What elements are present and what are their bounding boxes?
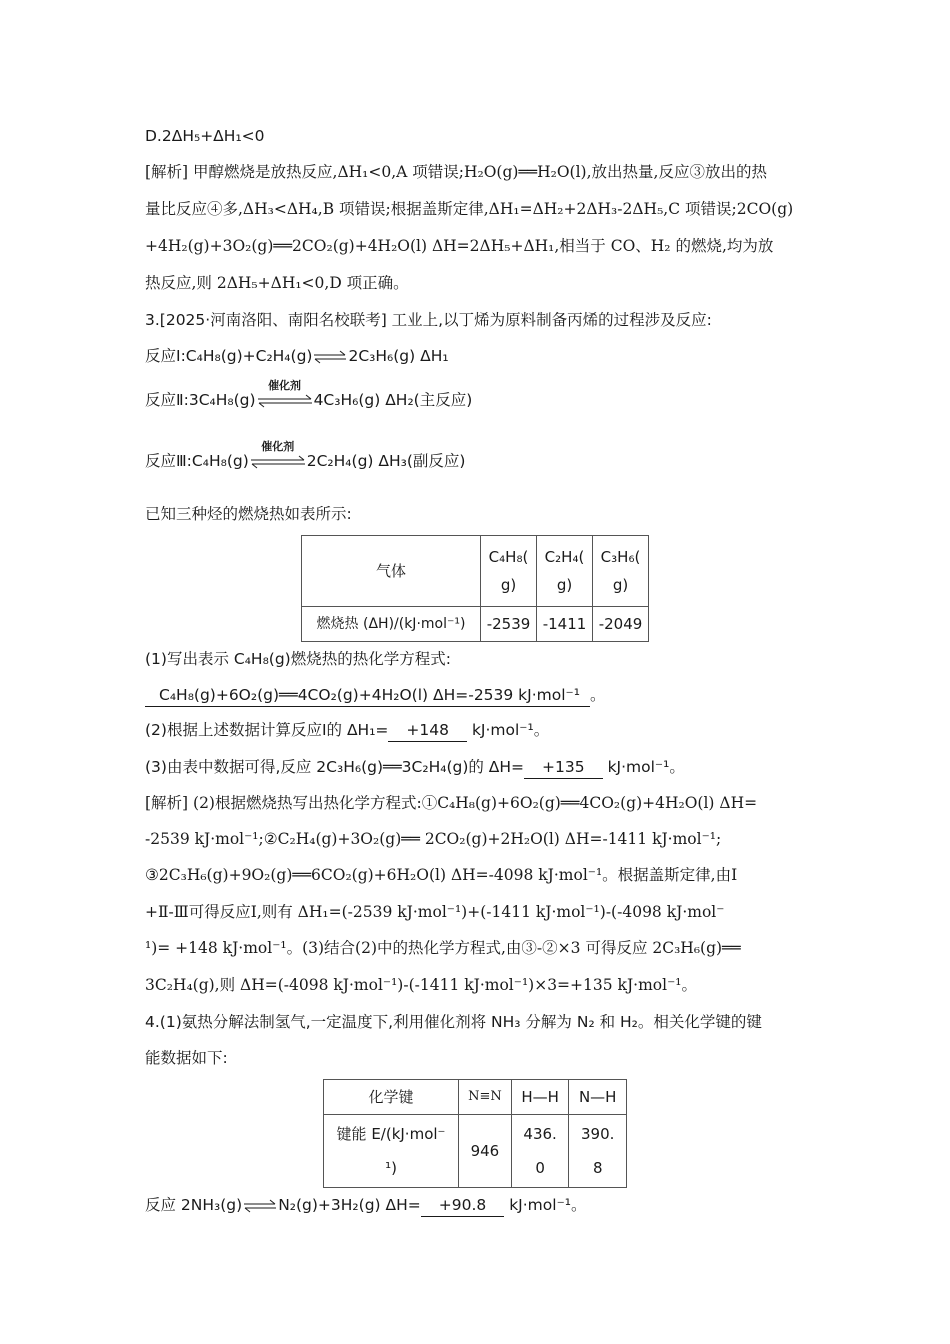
catalyst-label: 催化剂 — [261, 439, 295, 453]
analysis-line: +4H₂(g)+3O₂(g)══2CO₂(g)+4H₂O(l) ΔH=2ΔH₅+ΔH₁,相当于 CO、H₂ 的燃烧,均为放 — [145, 237, 774, 255]
analysis-line: 量比反应④多,ΔH₃<ΔH₄,B 项错误;根据盖斯定律,ΔH₁=ΔH₂+2ΔH₃-2ΔH₅,C 项错误;2CO(g) — [145, 200, 794, 218]
header-hh: H—H — [511, 1080, 569, 1115]
question-4-heading-cont: 能数据如下: — [145, 1049, 228, 1067]
header-nn-triple: N≡N — [459, 1080, 512, 1115]
answer-3-2: +148 — [388, 719, 467, 742]
header-c3h6: C₃H₆( g) — [593, 536, 649, 607]
reaction-2 — [145, 378, 473, 411]
header-gas: 气体 — [302, 536, 481, 607]
question-4-heading: 4.(1)氨热分解法制氢气,一定温度下,利用催化剂将 NH₃ 分解为 N₂ 和 H₂。相关化学键的键 — [145, 1013, 762, 1031]
reaction-1-left: 反应Ⅰ:C₄H₈(g)+C₂H₄(g) — [145, 347, 313, 365]
analysis-line: +Ⅱ-Ⅲ可得反应Ⅰ,则有 ΔH₁=(-2539 kJ·mol⁻¹)+(-1411 kJ·mol⁻¹)-(-4098 kJ·mol⁻ — [145, 903, 725, 921]
catalyst-equilibrium-arrow — [257, 378, 313, 408]
reaction-nh3: 反应 2NH₃(g) N₂(g)+3H₂(g) ΔH= +90.8 kJ·mol⁻¹。 — [145, 1194, 586, 1217]
row-label: 键能 E/(kJ·mol⁻ ¹) — [324, 1115, 459, 1188]
catalyst-label: 催化剂 — [268, 378, 302, 392]
answer-3-1: C₄H₈(g)+6O₂(g)══4CO₂(g)+4H₂O(l) ΔH=-2539 kJ·mol⁻¹ — [145, 684, 590, 707]
value-hh: 436. 0 — [511, 1115, 569, 1188]
equilibrium-arrow — [243, 1199, 277, 1213]
reaction-1-right: 2C₃H₆(g) ΔH₁ — [348, 347, 449, 365]
reaction-2-left: 反应Ⅱ:3C₄H₈(g) — [145, 391, 256, 409]
value-c4h8: -2539 — [481, 607, 537, 642]
header-c4h8: C₄H₈( g) — [481, 536, 537, 607]
table-header-row — [324, 1080, 627, 1115]
value-nn-triple: 946 — [459, 1115, 512, 1188]
value-c2h4: -1411 — [537, 607, 593, 642]
question-3-part-1: (1)写出表示 C₄H₈(g)燃烧热的热化学方程式: — [145, 650, 451, 668]
analysis-line: ¹)= +148 kJ·mol⁻¹。(3)结合(2)中的热化学方程式,由③-②×3 可得反应 2C₃H₆(g)══ — [145, 939, 741, 957]
table-row — [324, 1115, 627, 1188]
bond-energy-table — [323, 1079, 627, 1188]
combustion-heat-table — [301, 535, 649, 642]
header-bond: 化学键 — [324, 1080, 459, 1115]
reaction-3-left: 反应Ⅲ:C₄H₈(g) — [145, 452, 249, 470]
analysis-line: [解析] (2)根据燃烧热写出热化学方程式:①C₄H₈(g)+6O₂(g)══4CO₂(g)+4H₂O(l) ΔH= — [145, 794, 758, 812]
reaction-3-right: 2C₂H₄(g) ΔH₃(副反应) — [306, 452, 466, 470]
analysis-line: -2539 kJ·mol⁻¹;②C₂H₄(g)+3O₂(g)══ 2CO₂(g)+2H₂O(l) ΔH=-1411 kJ·mol⁻¹; — [145, 830, 722, 848]
answer-3-3: +135 — [524, 756, 603, 779]
table-row — [302, 607, 649, 642]
analysis-line: 3C₂H₄(g),则 ΔH=(-4098 kJ·mol⁻¹)-(-1411 kJ·mol⁻¹)×3=+135 kJ·mol⁻¹。 — [145, 976, 697, 994]
answer-4-1: +90.8 — [421, 1194, 505, 1217]
value-c3h6: -2049 — [593, 607, 649, 642]
option-d: D.2ΔH₅+ΔH₁<0 — [145, 127, 265, 145]
question-3-part-2: (2)根据上述数据计算反应Ⅰ的 ΔH₁= +148 kJ·mol⁻¹。 — [145, 719, 549, 742]
header-c2h4: C₂H₄( g) — [537, 536, 593, 607]
reaction-3 — [145, 439, 466, 472]
equilibrium-arrow — [313, 350, 347, 364]
reaction-2-right: 4C₃H₆(g) ΔH₂(主反应) — [313, 391, 473, 409]
catalyst-equilibrium-arrow — [250, 439, 306, 469]
table-intro: 已知三种烃的燃烧热如表所示: — [145, 505, 352, 523]
table-header-row — [302, 536, 649, 607]
question-3-part-3: (3)由表中数据可得,反应 2C₃H₆(g)══3C₂H₄(g)的 ΔH= +135 kJ·mol⁻¹。 — [145, 756, 685, 779]
answer-3-1-line: C₄H₈(g)+6O₂(g)══4CO₂(g)+4H₂O(l) ΔH=-2539 kJ·mol⁻¹ 。 — [145, 684, 605, 707]
row-label: 燃烧热 (ΔH)/(kJ·mol⁻¹) — [302, 607, 481, 642]
analysis-line: [解析] 甲醇燃烧是放热反应,ΔH₁<0,A 项错误;H₂O(g)══H₂O(l),放出热量,反应③放出的热 — [145, 163, 767, 181]
question-3-heading: 3.[2025·河南洛阳、南阳名校联考] 工业上,以丁烯为原料制备丙烯的过程涉及反应: — [145, 311, 712, 329]
analysis-line: 热反应,则 2ΔH₅+ΔH₁<0,D 项正确。 — [145, 274, 409, 292]
analysis-line: ③2C₃H₆(g)+9O₂(g)══6CO₂(g)+6H₂O(l) ΔH=-4098 kJ·mol⁻¹。根据盖斯定律,由Ⅰ — [145, 866, 738, 884]
value-nh: 390. 8 — [569, 1115, 627, 1188]
header-nh: N—H — [569, 1080, 627, 1115]
reaction-1 — [145, 345, 449, 367]
